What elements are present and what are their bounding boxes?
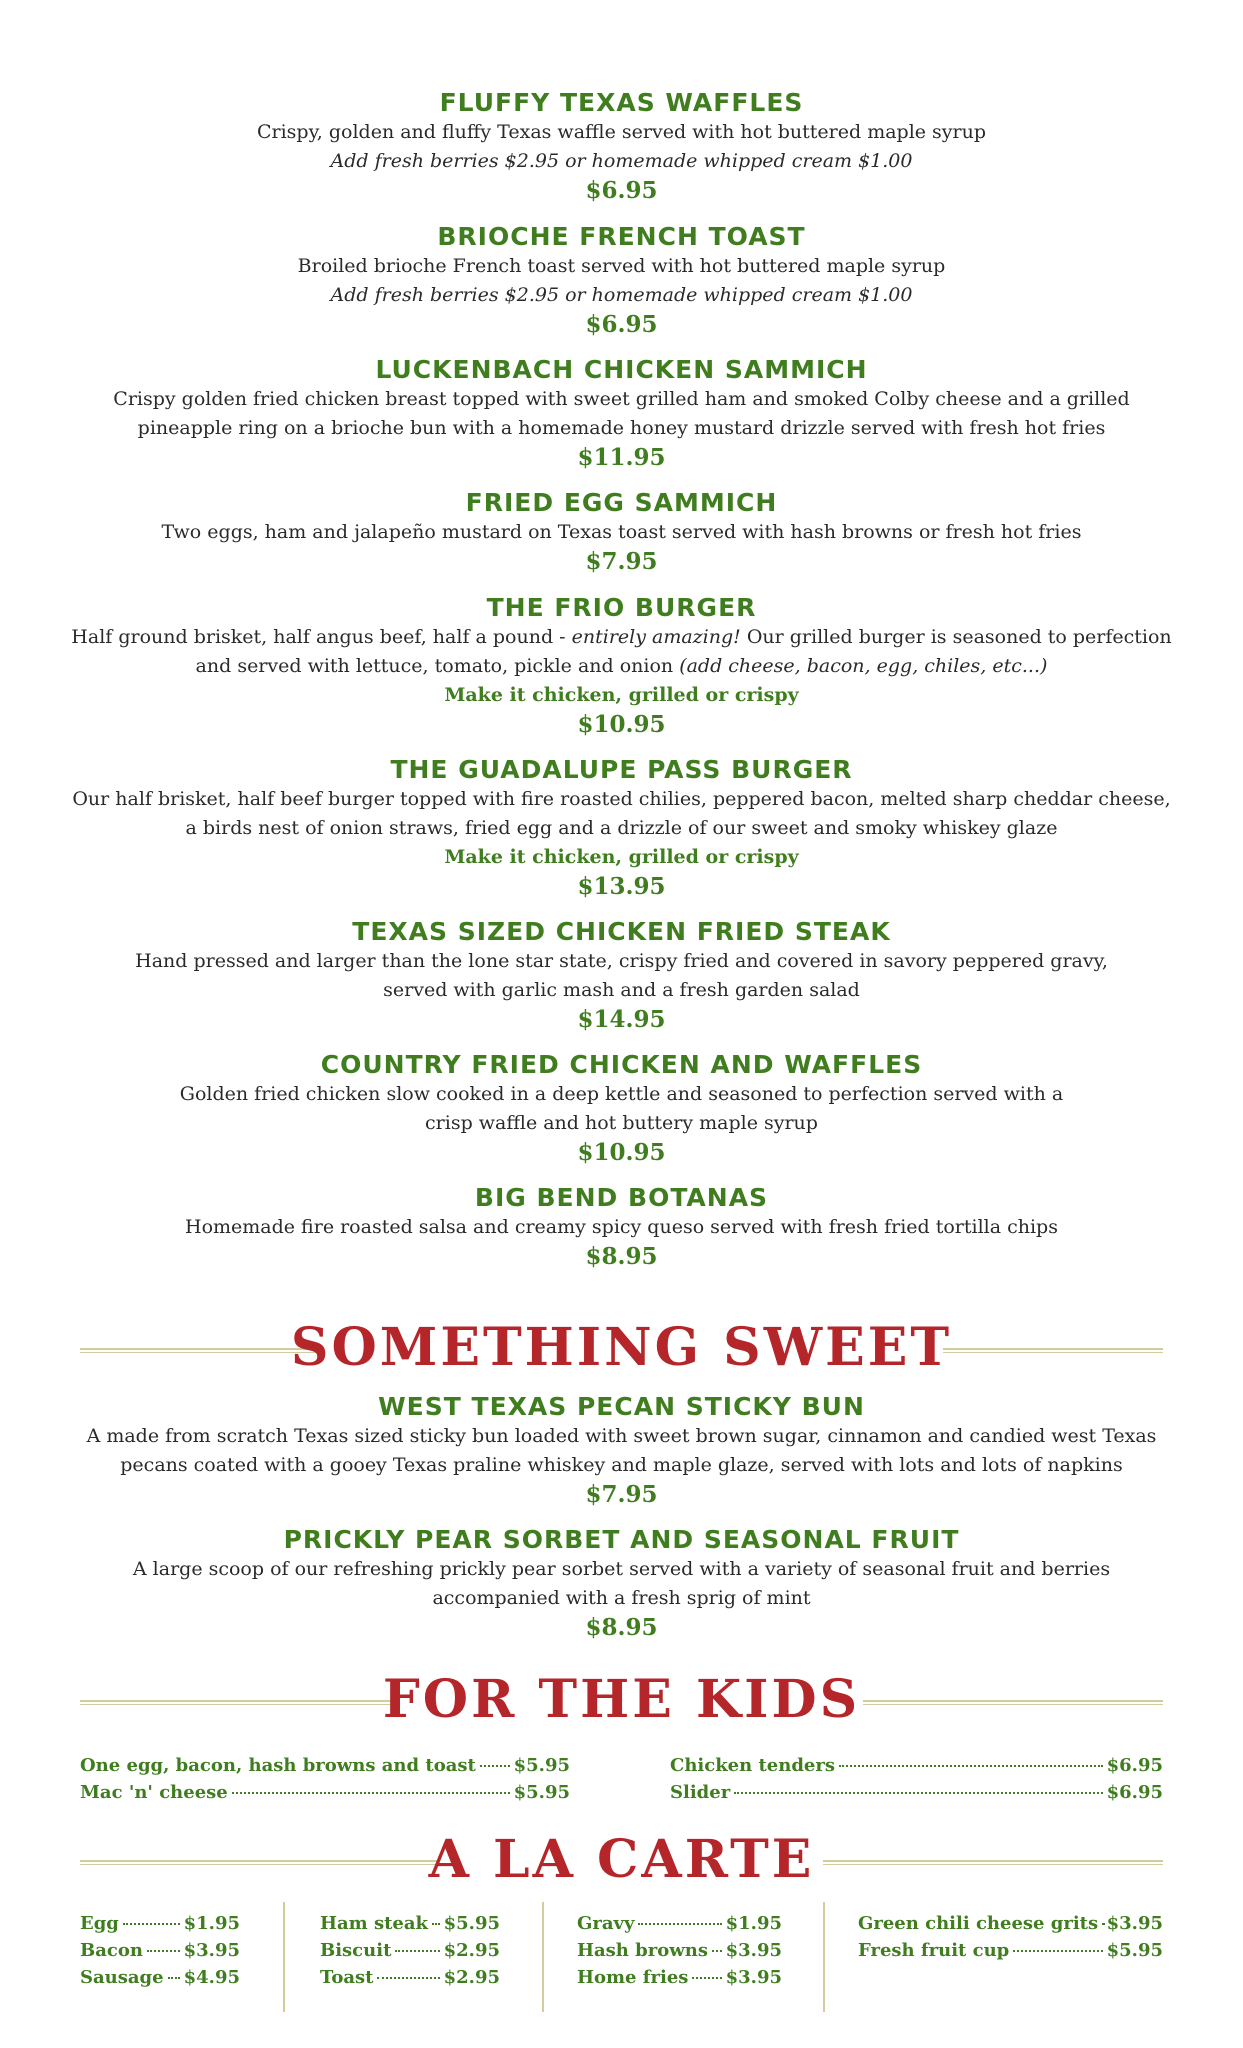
desc-text: Half ground brisket, half angus beef, half a pound - — [71, 626, 572, 648]
column-divider — [283, 1902, 285, 2012]
list-item — [80, 1964, 240, 1991]
item-price: $2.95 — [443, 1940, 500, 1961]
desc-emphasis: (add cheese, bacon, egg, chiles, etc...) — [679, 655, 1048, 677]
carte-column — [577, 1910, 782, 1991]
item-description: Hand pressed and larger than the lone star state, crispy fried and covered in savory peppered gravy, — [135, 950, 1108, 972]
item-note: Add fresh berries $2.95 or homemade whipped cream $1.00 — [330, 150, 913, 172]
section-header-carte — [80, 1825, 1163, 1895]
desc-emphasis: entirely amazing! — [571, 626, 741, 648]
leader-dots — [692, 1977, 721, 1979]
item-title: BRIOCHE FRENCH TOAST — [437, 222, 806, 251]
item-option: Make it chicken, grilled or crispy — [444, 684, 799, 706]
leader-dots — [432, 1923, 440, 1925]
item-description: Homemade fire roasted salsa and creamy spicy queso served with fresh fried tortilla chips — [185, 1216, 1058, 1238]
item-name: Biscuit — [320, 1940, 392, 1961]
list-item — [858, 1910, 1163, 1937]
item-description: Two eggs, ham and jalapeño mustard on Texas toast served with hash browns or fresh hot fries — [161, 521, 1082, 543]
kids-column-right — [670, 1752, 1163, 1806]
leader-dots — [123, 1923, 180, 1925]
divider-right — [863, 1700, 1163, 1702]
menu-item — [0, 488, 1243, 577]
menu-item — [0, 917, 1243, 1035]
item-price: $11.95 — [577, 444, 666, 471]
carte-column — [858, 1910, 1163, 1964]
list-item — [670, 1779, 1163, 1806]
list-item — [577, 1910, 782, 1937]
column-divider — [542, 1902, 544, 2012]
item-title: THE GUADALUPE PASS BURGER — [390, 755, 853, 784]
item-price: $13.95 — [577, 873, 666, 900]
item-price: $10.95 — [577, 1139, 666, 1166]
item-price: $6.95 — [1106, 1755, 1163, 1776]
leader-dots — [1013, 1950, 1102, 1952]
menu-item — [0, 755, 1243, 902]
menu-item — [0, 222, 1243, 340]
item-title: COUNTRY FRIED CHICKEN AND WAFFLES — [320, 1050, 923, 1079]
item-description: A made from scratch Texas sized sticky bun loaded with sweet brown sugar, cinnamon and candied west Texas — [86, 1425, 1157, 1447]
item-price: $5.95 — [513, 1782, 570, 1803]
item-description: served with garlic mash and a fresh garden salad — [383, 979, 860, 1001]
item-description: pecans coated with a gooey Texas praline whiskey and maple glaze, served with lots and lots of napkins — [120, 1454, 1123, 1476]
item-price: $5.95 — [513, 1755, 570, 1776]
menu-item — [0, 88, 1243, 206]
item-price: $3.95 — [725, 1940, 782, 1961]
menu-item — [0, 1525, 1243, 1643]
carte-column — [80, 1910, 240, 1991]
item-title: FLUFFY TEXAS WAFFLES — [439, 88, 804, 117]
item-price: $6.95 — [585, 177, 658, 204]
item-title: FRIED EGG SAMMICH — [465, 488, 778, 517]
item-description: Crispy, golden and fluffy Texas waffle served with hot buttered maple syrup — [256, 121, 987, 143]
item-price: $1.95 — [725, 1913, 782, 1934]
item-name: Home fries — [577, 1967, 689, 1988]
menu-item — [0, 1183, 1243, 1272]
item-name: One egg, bacon, hash browns and toast — [80, 1755, 476, 1776]
item-title: TEXAS SIZED CHICKEN FRIED STEAK — [352, 917, 891, 946]
leader-dots — [712, 1950, 722, 1952]
item-name: Chicken tenders — [670, 1755, 835, 1776]
item-name: Green chili cheese grits — [858, 1913, 1099, 1934]
item-description: Golden fried chicken slow cooked in a deep kettle and seasoned to perfection served with a — [179, 1083, 1064, 1105]
item-price: $2.95 — [443, 1967, 500, 1988]
section-header-kids — [80, 1665, 1163, 1735]
item-name: Slider — [670, 1782, 731, 1803]
leader-dots — [168, 1977, 180, 1979]
leader-dots — [377, 1977, 439, 1979]
list-item — [858, 1937, 1163, 1964]
section-title: FOR THE KIDS — [382, 1669, 861, 1730]
section-title: A LA CARTE — [428, 1829, 815, 1890]
item-description — [0, 623, 1243, 652]
item-note: Add fresh berries $2.95 or homemade whipped cream $1.00 — [330, 284, 913, 306]
list-item — [320, 1937, 500, 1964]
item-name: Sausage — [80, 1967, 164, 1988]
item-price: $3.95 — [1106, 1913, 1163, 1934]
item-price: $8.95 — [585, 1614, 658, 1641]
item-option: Make it chicken, grilled or crispy — [444, 846, 799, 868]
leader-dots — [480, 1765, 510, 1767]
list-item — [80, 1752, 570, 1779]
item-price: $1.95 — [183, 1913, 240, 1934]
desc-text: and served with lettuce, tomato, pickle and onion — [195, 655, 680, 677]
item-price: $3.95 — [725, 1967, 782, 1988]
list-item — [80, 1937, 240, 1964]
divider-right — [943, 1348, 1163, 1350]
item-price: $8.95 — [585, 1243, 658, 1270]
item-description: a birds nest of onion straws, fried egg and a drizzle of our sweet and smoky whiskey glaze — [185, 817, 1058, 839]
item-name: Toast — [320, 1967, 374, 1988]
item-title: WEST TEXAS PECAN STICKY BUN — [378, 1392, 865, 1421]
item-description: Broiled brioche French toast served with hot buttered maple syrup — [297, 255, 946, 277]
item-description: Crispy golden fried chicken breast topped with sweet grilled ham and smoked Colby cheese and a grilled — [113, 388, 1130, 410]
leader-dots — [1102, 1923, 1103, 1925]
desc-text: Our grilled burger is seasoned to perfection — [740, 626, 1172, 648]
list-item — [80, 1910, 240, 1937]
item-price: $7.95 — [585, 1481, 658, 1508]
item-title: LUCKENBACH CHICKEN SAMMICH — [375, 355, 868, 384]
item-price: $7.95 — [585, 548, 658, 575]
item-price: $14.95 — [577, 1006, 666, 1033]
leader-dots — [734, 1792, 1102, 1794]
item-name: Mac 'n' cheese — [80, 1782, 228, 1803]
item-price: $10.95 — [577, 711, 666, 738]
item-name: Egg — [80, 1913, 119, 1934]
menu-item — [0, 593, 1243, 740]
item-description: A large scoop of our refreshing prickly pear sorbet served with a variety of seasonal fruit and berries — [132, 1558, 1111, 1580]
leader-dots — [395, 1950, 439, 1952]
item-description: accompanied with a fresh sprig of mint — [432, 1587, 811, 1609]
kids-column-left — [80, 1752, 570, 1806]
menu-item — [0, 1392, 1243, 1510]
item-price: $3.95 — [183, 1940, 240, 1961]
leader-dots — [638, 1923, 721, 1925]
leader-dots — [147, 1950, 180, 1952]
leader-dots — [839, 1765, 1103, 1767]
section-title: SOMETHING SWEET — [290, 1317, 953, 1378]
item-name: Gravy — [577, 1913, 635, 1934]
item-name: Bacon — [80, 1940, 143, 1961]
carte-column — [320, 1910, 500, 1991]
column-divider — [823, 1902, 825, 2012]
list-item — [577, 1964, 782, 1991]
item-price: $6.95 — [585, 311, 658, 338]
item-description — [0, 652, 1243, 681]
item-name: Ham steak — [320, 1913, 429, 1934]
list-item — [80, 1779, 570, 1806]
item-name: Fresh fruit cup — [858, 1940, 1010, 1961]
item-price: $6.95 — [1106, 1782, 1163, 1803]
list-item — [320, 1964, 500, 1991]
item-description: crisp waffle and hot buttery maple syrup — [425, 1112, 818, 1134]
menu-item — [0, 1050, 1243, 1168]
item-price: $4.95 — [183, 1967, 240, 1988]
divider-right — [823, 1860, 1163, 1862]
list-item — [320, 1910, 500, 1937]
leader-dots — [232, 1792, 510, 1794]
item-price: $5.95 — [443, 1913, 500, 1934]
item-price: $5.95 — [1106, 1940, 1163, 1961]
list-item — [670, 1752, 1163, 1779]
menu-item — [0, 355, 1243, 473]
item-title: THE FRIO BURGER — [486, 593, 757, 622]
section-header-sweet — [80, 1313, 1163, 1383]
list-item — [577, 1937, 782, 1964]
item-title: BIG BEND BOTANAS — [474, 1183, 769, 1212]
item-description: pineapple ring on a brioche bun with a homemade honey mustard drizzle served with fresh hot fries — [137, 417, 1106, 439]
a-la-carte-list — [80, 1910, 1163, 2020]
item-name: Hash browns — [577, 1940, 708, 1961]
item-description: Our half brisket, half beef burger topped with fire roasted chilies, peppered bacon, melted sharp cheddar cheese, — [72, 788, 1171, 810]
item-title: PRICKLY PEAR SORBET AND SEASONAL FRUIT — [283, 1525, 960, 1554]
